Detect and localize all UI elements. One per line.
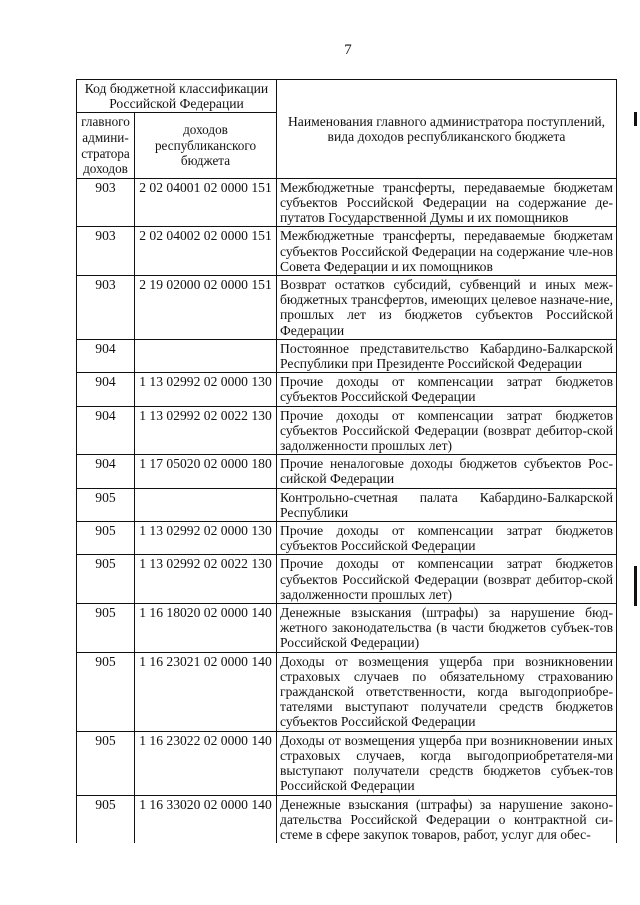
income-code-cell: 1 16 33020 02 0000 140	[135, 795, 277, 843]
income-name-cell: Доходы от возмещения ущерба при возникновении иных страховых случаев, когда выгодоприобретателя-ми выступают получатели средств бюджетов субъек-тов Российской Федерации	[277, 731, 617, 795]
income-name-cell: Доходы от возмещения ущерба при возникновении страховых случаев по обязательному страхованию гражданской ответственности, когда выгодоприобре-тателями выступают получатели средств бюджетов субъектов Российской Федерации	[277, 652, 617, 731]
income-name-cell: Прочие доходы от компенсации затрат бюджетов субъектов Российской Федерации (возврат дебитор-ской задолженности прошлых лет)	[277, 555, 617, 604]
header-income-column: доходов республиканского бюджета	[135, 113, 277, 178]
admin-code-cell: 903	[77, 178, 135, 227]
table-row	[77, 652, 617, 731]
table-row	[77, 406, 617, 455]
table-row	[77, 178, 617, 227]
income-name-cell: Денежные взыскания (штрафы) за нарушение бюд-жетного законодательства (в части бюджетов субъек-тов Российской Федерации)	[277, 604, 617, 653]
admin-code-cell: 905	[77, 522, 135, 555]
table-row	[77, 731, 617, 795]
income-name-cell: Прочие доходы от компенсации затрат бюджетов субъектов Российской Федерации	[277, 522, 617, 555]
income-code-cell	[135, 488, 277, 521]
income-name-cell: Прочие неналоговые доходы бюджетов субъектов Рос-сийской Федерации	[277, 455, 617, 488]
admin-code-cell: 905	[77, 652, 135, 731]
income-name-cell: Прочие доходы от компенсации затрат бюджетов субъектов Российской Федерации (возврат дебитор-ской задолженности прошлых лет)	[277, 406, 617, 455]
budget-classification-table	[76, 79, 617, 843]
header-name-column: Наименования главного администратора поступлений, вида доходов республиканского бюджета	[277, 80, 617, 179]
admin-code-cell: 905	[77, 555, 135, 604]
income-name-cell: Возврат остатков субсидий, субвенций и иных меж-бюджетных трансфертов, имеющих целевое назначе-ние, прошлых лет из бюджетов субъектов Российской Федерации	[277, 276, 617, 340]
income-code-cell: 2 02 04002 02 0000 151	[135, 227, 277, 276]
income-code-cell: 1 13 02992 02 0022 130	[135, 555, 277, 604]
table-row	[77, 373, 617, 406]
table-row	[77, 604, 617, 653]
income-name-cell: Денежные взыскания (штрафы) за нарушение законо-дательства Российской Федерации о контрактной си-стеме в сфере закупок товаров, работ, услуг для обес-	[277, 795, 617, 843]
table-row	[77, 339, 617, 372]
income-code-cell: 1 16 23022 02 0000 140	[135, 731, 277, 795]
page-number: 7	[344, 42, 352, 58]
table-row	[77, 522, 617, 555]
admin-code-cell: 904	[77, 406, 135, 455]
table-row	[77, 488, 617, 521]
header-admin-column: главного админи-стратора доходов	[77, 113, 135, 178]
header-budget-code-group: Код бюджетной классификации Российской Федерации	[77, 80, 277, 113]
admin-code-cell: 903	[77, 227, 135, 276]
income-code-cell: 1 13 02992 02 0022 130	[135, 406, 277, 455]
income-name-cell: Постоянное представительство Кабардино-Балкарской Республики при Президенте Российской Федерации	[277, 339, 617, 372]
admin-code-cell: 905	[77, 731, 135, 795]
income-name-cell: Контрольно-счетная палата Кабардино-Балкарской Республики	[277, 488, 617, 521]
admin-code-cell: 905	[77, 795, 135, 843]
income-code-cell: 1 16 23021 02 0000 140	[135, 652, 277, 731]
income-name-cell: Межбюджетные трансферты, передаваемые бюджетам субъектов Российской Федерации на содержание чле-нов Совета Федерации и их помощников	[277, 227, 617, 276]
income-code-cell: 1 13 02992 02 0000 130	[135, 373, 277, 406]
income-name-cell: Прочие доходы от компенсации затрат бюджетов субъектов Российской Федерации	[277, 373, 617, 406]
table-row	[77, 795, 617, 843]
admin-code-cell: 904	[77, 455, 135, 488]
income-code-cell: 1 16 18020 02 0000 140	[135, 604, 277, 653]
table-body	[77, 178, 617, 843]
scan-edge-mark-top	[634, 112, 637, 126]
income-code-cell: 1 17 05020 02 0000 180	[135, 455, 277, 488]
admin-code-cell: 904	[77, 373, 135, 406]
admin-code-cell: 904	[77, 339, 135, 372]
income-code-cell: 2 02 04001 02 0000 151	[135, 178, 277, 227]
table-row	[77, 455, 617, 488]
income-code-cell: 2 19 02000 02 0000 151	[135, 276, 277, 340]
admin-code-cell: 905	[77, 488, 135, 521]
income-code-cell: 1 13 02992 02 0000 130	[135, 522, 277, 555]
table-row	[77, 227, 617, 276]
admin-code-cell: 903	[77, 276, 135, 340]
table-row	[77, 276, 617, 340]
income-name-cell: Межбюджетные трансферты, передаваемые бюджетам субъектов Российской Федерации на содержание де-путатов Государственной Думы и их помощников	[277, 178, 617, 227]
table-row	[77, 555, 617, 604]
scan-edge-mark-bottom	[634, 566, 637, 606]
admin-code-cell: 905	[77, 604, 135, 653]
income-code-cell	[135, 339, 277, 372]
